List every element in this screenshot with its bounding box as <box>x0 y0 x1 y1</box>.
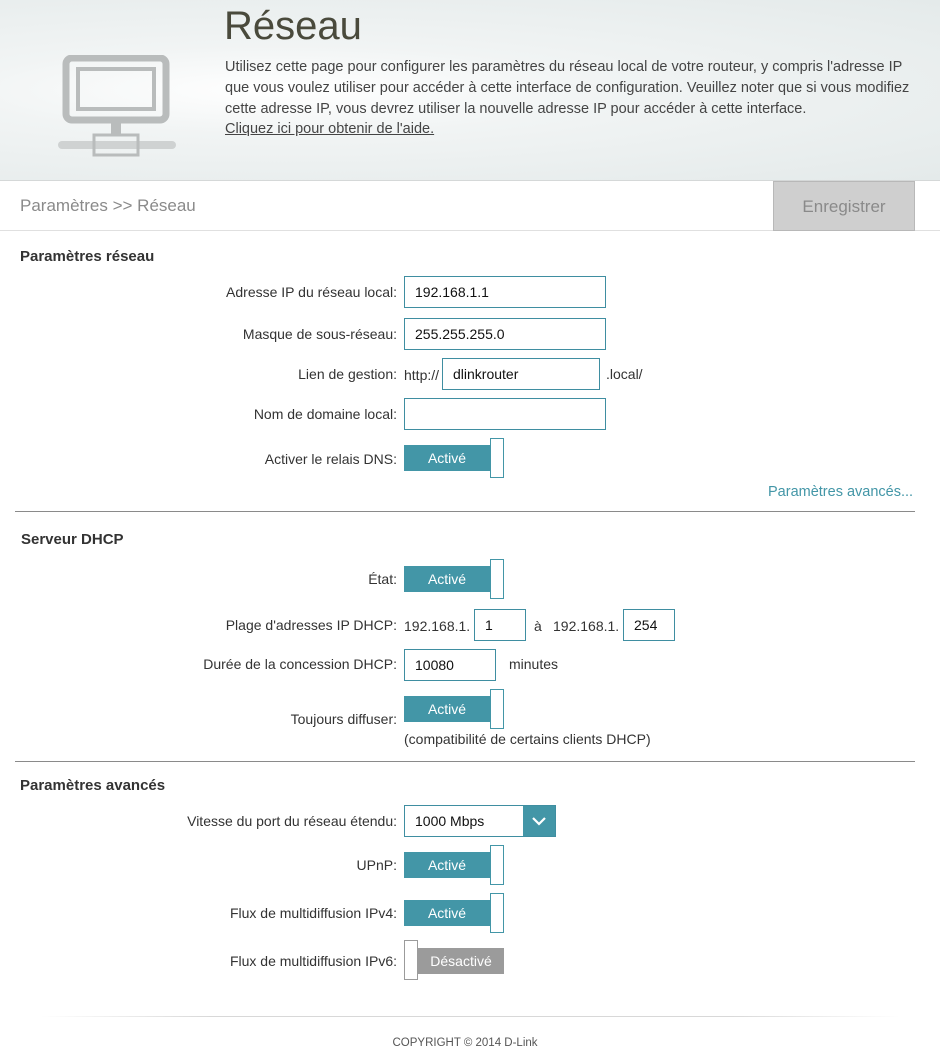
lan-ip-input[interactable]: 192.168.1.1 <box>404 276 606 308</box>
dhcp-lease-input[interactable]: 10080 <box>404 649 496 681</box>
wan-speed-value: 1000 Mbps <box>415 813 485 829</box>
section-title-dhcp: Serveur DHCP <box>21 531 124 548</box>
section-divider <box>15 761 915 762</box>
breadcrumb: Paramètres >> Réseau <box>20 196 196 215</box>
dhcp-lease-unit: minutes <box>509 656 559 672</box>
lan-ip-label: Adresse IP du réseau local: <box>226 284 397 300</box>
subnet-mask-input[interactable]: 255.255.255.0 <box>404 318 606 350</box>
always-broadcast-value: Activé <box>404 696 490 722</box>
always-broadcast-note: (compatibilité de certains clients DHCP) <box>404 731 651 747</box>
dns-relay-toggle[interactable] <box>404 438 504 478</box>
toggle-knob <box>404 940 418 980</box>
ipv6-multicast-value: Désactivé <box>418 948 504 974</box>
chevron-down-icon[interactable] <box>523 806 555 836</box>
ipv6-multicast-label: Flux de multidiffusion IPv6: <box>229 953 397 969</box>
ipv6-multicast-toggle[interactable] <box>404 940 504 980</box>
dhcp-range-start-input[interactable]: 1 <box>474 609 526 641</box>
toggle-knob <box>490 893 504 933</box>
section-title-advanced: Paramètres avancés <box>20 777 166 794</box>
section-title-network: Paramètres réseau <box>20 248 155 265</box>
always-broadcast-toggle[interactable] <box>404 689 504 729</box>
dhcp-lease-label: Durée de la concession DHCP: <box>203 656 397 672</box>
toggle-knob <box>490 559 504 599</box>
mgmt-link-input[interactable]: dlinkrouter <box>442 358 600 390</box>
dhcp-range-label: Plage d'adresses IP DHCP: <box>225 617 397 633</box>
wan-speed-label: Vitesse du port du réseau étendu: <box>187 813 397 829</box>
dhcp-range-end-input[interactable]: 254 <box>623 609 675 641</box>
page-description: Utilisez cette page pour configurer les paramètres du réseau local de votre routeur, y compris l'adresse IP que vous voulez utiliser pour accéder à cette interface de configuration. Veuillez noter que si vous modifiez cette adresse IP, vous devrez utiliser la nouvelle adresse IP pour accéder à cette interface. <box>225 59 910 117</box>
dns-relay-label: Activer le relais DNS: <box>264 451 397 467</box>
toggle-knob <box>490 689 504 729</box>
advanced-settings-link[interactable]: Paramètres avancés... <box>768 484 914 500</box>
help-link[interactable]: Cliquez ici pour obtenir de l'aide. <box>225 121 435 137</box>
upnp-value: Activé <box>404 852 490 878</box>
dhcp-range-to: à <box>534 618 542 634</box>
ipv4-multicast-value: Activé <box>404 900 490 926</box>
section-divider <box>15 511 915 512</box>
upnp-toggle[interactable] <box>404 845 504 885</box>
mgmt-link-suffix: .local/ <box>606 366 643 382</box>
subnet-mask-label: Masque de sous-réseau: <box>242 326 397 342</box>
local-domain-input[interactable] <box>404 398 606 430</box>
dhcp-state-label: État: <box>368 571 397 587</box>
mgmt-link-prefix: http:// <box>404 367 440 383</box>
dhcp-range-end-prefix: 192.168.1. <box>553 618 620 634</box>
upnp-label: UPnP: <box>356 857 397 873</box>
network-computer-icon <box>54 55 180 159</box>
ipv4-multicast-toggle[interactable] <box>404 893 504 933</box>
local-domain-label: Nom de domaine local: <box>253 406 397 422</box>
dns-relay-state: Activé <box>404 445 490 471</box>
page-title: Réseau <box>224 4 362 48</box>
dhcp-state-value: Activé <box>404 566 490 592</box>
ipv4-multicast-label: Flux de multidiffusion IPv4: <box>229 905 397 921</box>
always-broadcast-label: Toujours diffuser: <box>290 711 397 727</box>
copyright: COPYRIGHT © 2014 D-Link <box>392 1037 538 1049</box>
wan-speed-select[interactable] <box>404 805 556 837</box>
footer-divider <box>40 1016 900 1017</box>
breadcrumb-bar <box>0 181 940 231</box>
toggle-knob <box>490 438 504 478</box>
mgmt-link-label: Lien de gestion: <box>298 366 397 382</box>
dhcp-range-start-prefix: 192.168.1. <box>404 618 471 634</box>
save-button[interactable]: Enregistrer <box>773 181 915 231</box>
page-header <box>0 0 940 181</box>
dhcp-state-toggle[interactable] <box>404 559 504 599</box>
toggle-knob <box>490 845 504 885</box>
